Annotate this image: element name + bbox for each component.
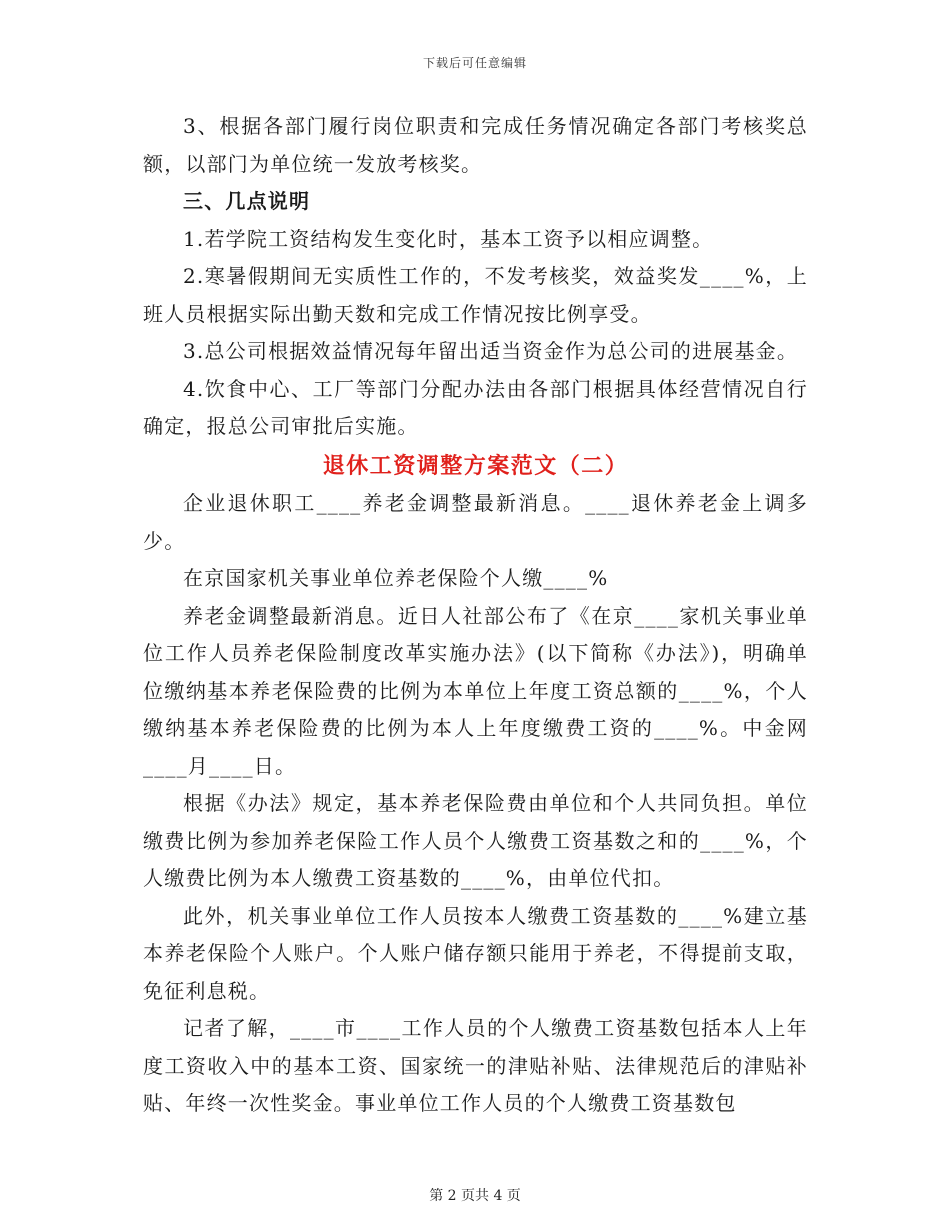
document-title: 退休工资调整方案范文（二） [322,452,629,479]
note-item-1: 1.若学院工资结构发生变化时，基本工资予以相应调整。 [183,226,714,251]
paragraph-beijing-contribution: 在京国家机关事业单位养老保险个人缴____% [183,566,609,590]
note-item-4: 4.饮食中心、工厂等部门分配办法由各部门根据具体经营情况自行确定，报总公司审批后实施。 [143,376,808,438]
paragraph-item-3: 3、根据各部门履行岗位职责和完成任务情况确定各部门考核奖总额，以部门为单位统一发放考核奖。 [143,114,808,176]
header-note: 下载后可任意编辑 [422,56,527,70]
section-heading: 三、几点说明 [183,189,311,213]
paragraph-regulation: 根据《办法》规定，基本养老保险费由单位和个人共同负担。单位缴费比例为参加养老保险工作人员个人缴费工资基数之和的____%，个人缴费比例为本人缴费工资基数的____%，由单位代扣。 [143,791,808,890]
note-item-3: 3.总公司根据效益情况每年留出适当资金作为总公司的进展基金。 [183,339,799,363]
paragraph-measures: 养老金调整最新消息。近日人社部公布了《在京____家机关事业单位工作人员养老保险制度改革实施办法》(以下简称《办法》)，明确单位缴纳基本养老保险费的比例为本单位上年度工资总额的____%，个人缴纳基本养老保险费的比例为本人上年度缴费工资的____%。中金网____月____日。 [143,603,808,778]
note-item-2: 2.寒暑假期间无实质性工作的，不发考核奖，效益奖发____%，上班人员根据实际出勤天数和完成工作情况按比例享受。 [143,264,808,326]
paragraph-personal-account: 此外，机关事业单位工作人员按本人缴费工资基数的____%建立基本养老保险个人账户。个人账户储存额只能用于养老，不得提前支取，免征利息税。 [143,903,808,1003]
paragraph-reporter: 记者了解，____市____工作人员的个人缴费工资基数包括本人上年度工资收入中的基本工资、国家统一的津贴补贴、法律规范后的津贴补贴、年终一次性奖金。事业单位工作人员的个人缴费工资基数包 [143,1016,808,1115]
page-number: 第 2 页共 4 页 [429,1188,521,1204]
paragraph-pension-news: 企业退休职工____养老金调整最新消息。____退休养老金上调多少。 [143,491,808,553]
document-body [143,108,808,1123]
